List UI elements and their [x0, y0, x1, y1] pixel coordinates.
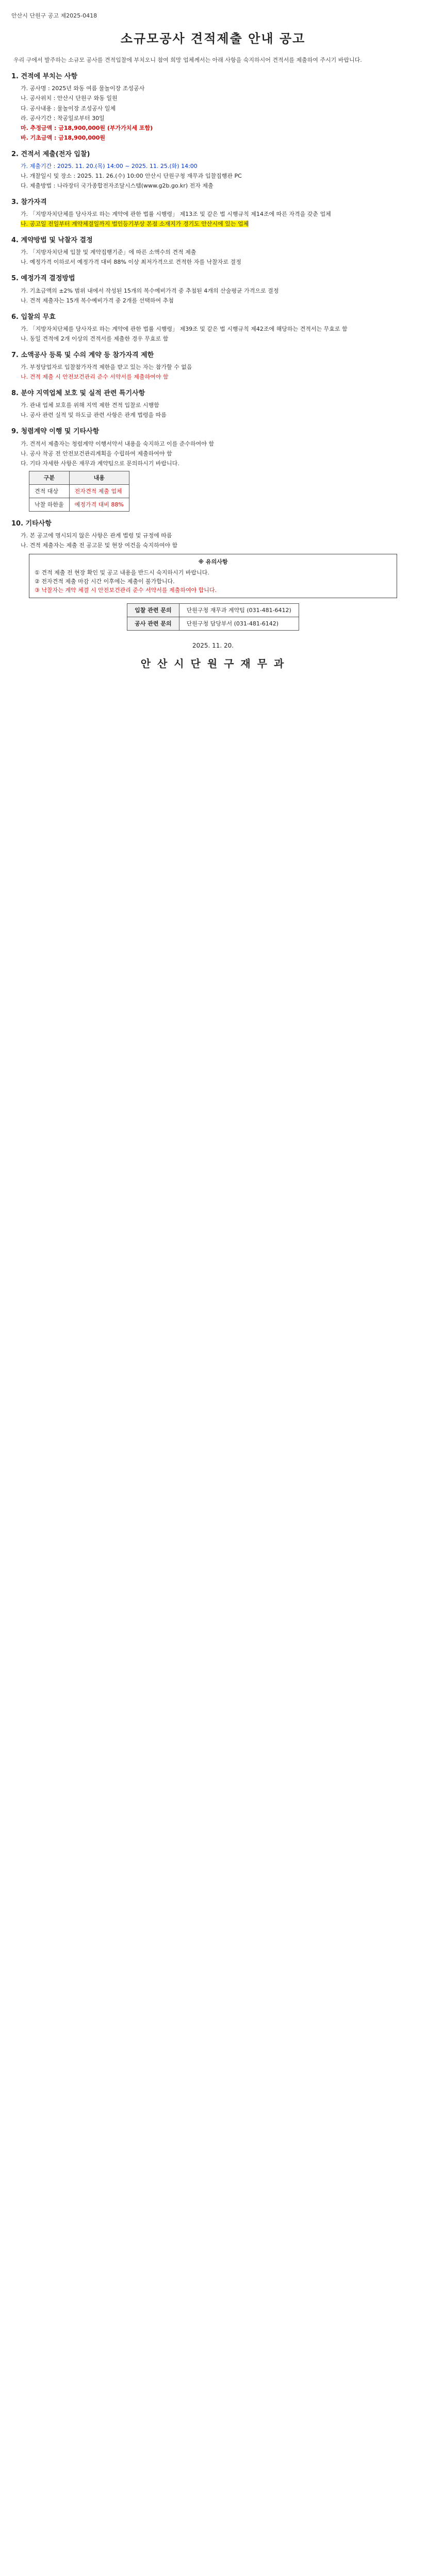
section-item: 가. 공사명 : 2025년 와동 여름 물놀이장 조성공사 [21, 85, 145, 92]
section-item: 다. 기타 자세한 사항은 재무과 계약팀으로 문의하시기 바랍니다. [21, 460, 179, 467]
section-5 [11, 274, 415, 304]
section-title: 10. 기타사항 [11, 519, 52, 528]
contact-value: 단원구청 재무과 계약팀 (031-481-6412) [179, 604, 299, 617]
contact-value: 단원구청 담당부서 (031-481-6142) [179, 617, 299, 631]
section-10 [11, 519, 415, 598]
section-item: 나. 예정가격 이하로서 예정가격 대비 88% 이상 최저가격으로 견적한 자를 낙찰자로 결정 [21, 259, 241, 266]
table-cell: 견적 대상 [29, 484, 70, 498]
section-item: 나. 개찰일시 및 장소 : 2025. 11. 26.(수) 10:00 안산시 단원구청 재무과 입찰집행관 PC [21, 172, 242, 179]
contact-label: 입찰 관련 문의 [127, 604, 179, 617]
section-item: 나. 공사 착공 전 안전보건관리계획을 수립하여 제출하여야 함 [21, 450, 172, 457]
intro-paragraph: 우리 구에서 발주하는 소규모 공사를 견적입찰에 부치오니 참여 희망 업체께서는 아래 사항을 숙지하시어 견적서를 제출하여 주시기 바랍니다. [13, 57, 362, 64]
table-header-cell: 구분 [29, 471, 70, 484]
section-6 [11, 312, 415, 343]
section-item: 나. 공사위치 : 안산시 단원구 와동 일원 [21, 95, 118, 102]
section-item: 나. 동일 견적에 2개 이상의 견적서를 제출한 경우 무효로 함 [21, 335, 169, 342]
section-item: 나. 공사 관련 실적 및 하도급 관련 사항은 관계 법령을 따름 [21, 412, 167, 419]
section-title: 3. 참가자격 [11, 198, 47, 206]
section-item: 가. 「지방자치단체를 당사자로 하는 계약에 관한 법률 시행령」 제39조 및 같은 법 시행규칙 제42조에 해당하는 견적서는 무효로 함 [21, 325, 348, 332]
section-item: 가. 기초금액의 ±2% 범위 내에서 작성된 15개의 복수예비가격 중 추첨된 4개의 산술평균 가격으로 결정 [21, 287, 279, 294]
section-title: 2. 견적서 제출(전자 입찰) [11, 150, 90, 158]
table-cell: 예정가격 대비 88% [69, 498, 129, 511]
section-title: 7. 소액공사 등록 및 수의 계약 등 참가자격 제한 [11, 351, 154, 359]
table-cell: 낙찰 하한율 [29, 498, 70, 511]
section-item: 가. 관내 업체 보호를 위해 지역 제한 견적 입찰로 시행함 [21, 402, 159, 409]
section-3 [11, 197, 415, 228]
notice-date: 2025. 11. 20. [192, 642, 234, 650]
section-title: 4. 계약방법 및 낙찰자 결정 [11, 236, 93, 245]
section-item: 나. 견적 제출자는 제출 전 공고문 및 현장 여건을 숙지하여야 함 [21, 542, 178, 549]
section-item-pledge-required: 나. 견적 제출 시 안전보건관리 준수 서약서를 제출하여야 함 [21, 374, 169, 381]
section-title: 5. 예정가격 결정방법 [11, 275, 75, 283]
section-item-estimated-amount: 마. 추정금액 : 금18,900,000원 (부가가치세 포함) [21, 124, 153, 131]
section-item-highlighted: 나. 공고일 전일부터 계약체결일까지 법인등기부상 본점 소재지가 경기도 안산시에 있는 업체 [21, 221, 249, 228]
section-7 [11, 350, 415, 381]
section-title: 6. 입찰의 무효 [11, 313, 56, 321]
table-cell: 전자견적 제출 업체 [69, 484, 129, 498]
rates-table [29, 471, 129, 512]
issuer-name: 안 산 시 단 원 구 재 무 과 [140, 657, 286, 670]
notice-box [29, 554, 397, 598]
contact-table [127, 603, 299, 631]
contact-label: 공사 관련 문의 [127, 617, 179, 631]
table-header-cell: 내용 [69, 471, 129, 484]
section-title: 9. 청렴계약 이행 및 기타사항 [11, 428, 100, 436]
document-title: 소규모공사 견적제출 안내 공고 [120, 31, 306, 46]
notice-box-title: ※ 유의사항 [198, 558, 228, 566]
blank-space [11, 685, 415, 2576]
section-item: 가. 견적서 제출자는 청렴계약 이행서약서 내용을 숙지하고 이를 준수하여야 함 [21, 440, 214, 447]
notice-box-line: ② 전자견적 제출 마감 시간 이후에는 제출이 불가합니다. [35, 578, 175, 585]
section-item: 나. 견적 제출자는 15개 복수예비가격 중 2개를 선택하여 추첨 [21, 297, 174, 304]
table-row [127, 617, 299, 631]
section-9 [11, 427, 415, 511]
notice-box-line: ③ 낙찰자는 계약 체결 시 안전보건관리 준수 서약서를 제출하여야 합니다. [35, 587, 217, 594]
section-item-period: 가. 제출기간 : 2025. 11. 20.(목) 14:00 ~ 2025. 11. 25.(화) 14:00 [21, 162, 198, 170]
section-4 [11, 235, 415, 266]
section-1 [11, 72, 415, 142]
section-title: 1. 견적에 부치는 사항 [11, 73, 78, 81]
section-item-base-amount: 바. 기초금액 : 금18,900,000원 [21, 134, 106, 141]
section-item: 가. 「지방자치단체를 당사자로 하는 계약에 관한 법률 시행령」 제13조 및 같은 법 시행규칙 제14조에 따른 자격을 갖춘 업체 [21, 211, 331, 218]
table-row [29, 498, 129, 511]
notice-box-line: ① 견적 제출 전 현장 확인 및 공고 내용을 반드시 숙지하시기 바랍니다. [35, 569, 209, 577]
section-item: 다. 공사내용 : 물놀이장 조성공사 일체 [21, 105, 116, 112]
table-row [127, 604, 299, 617]
table-header-row [29, 471, 129, 484]
section-item: 가. 부정당업자로 입찰참가자격 제한을 받고 있는 자는 참가할 수 없음 [21, 364, 192, 371]
table-row [29, 484, 129, 498]
section-2 [11, 149, 415, 190]
section-item: 라. 공사기간 : 착공일로부터 30일 [21, 114, 105, 122]
section-title: 8. 분야 지역업체 보호 및 실적 관련 특기사항 [11, 389, 145, 398]
section-item: 가. 「지방자치단체 입찰 및 계약집행기준」에 따른 소액수의 견적 제출 [21, 249, 196, 256]
section-item: 다. 제출방법 : 나라장터 국가종합전자조달시스템(www.g2b.go.kr) 전자 제출 [21, 182, 214, 189]
section-item: 가. 본 공고에 명시되지 않은 사항은 관계 법령 및 규정에 따름 [21, 532, 172, 539]
notice-number: 안산시 단원구 공고 제2025-0418 [11, 12, 97, 19]
section-8 [11, 388, 415, 419]
